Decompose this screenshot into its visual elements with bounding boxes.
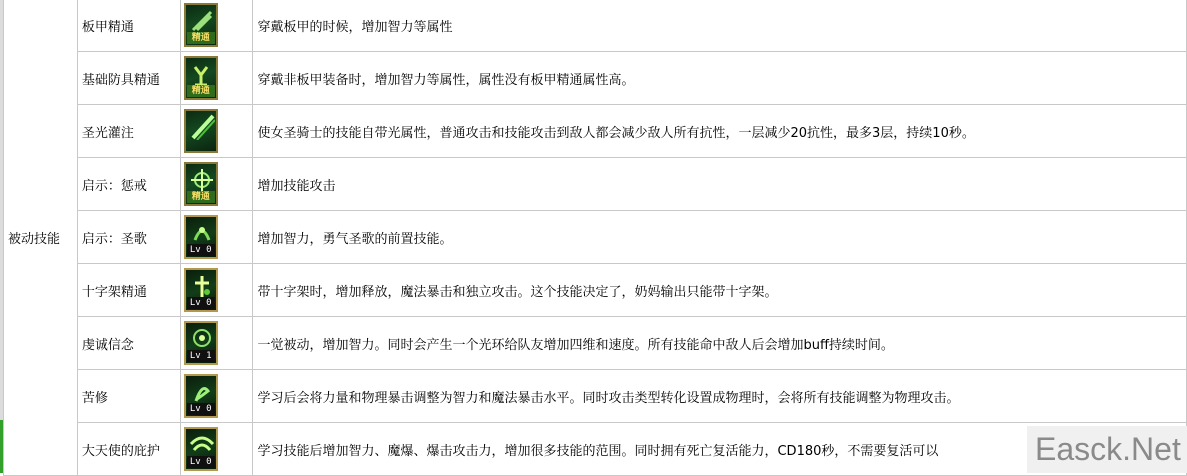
plate-mastery-icon — [184, 3, 218, 47]
skill-row — [4, 0, 1187, 52]
skill-icon-cell — [180, 158, 253, 211]
skill-icon-cell — [180, 105, 253, 158]
skill-description: 增加技能攻击 — [253, 158, 1187, 211]
passive-skills-table — [3, 0, 1187, 476]
revelation-hymn-icon — [184, 215, 218, 259]
armor-mastery-icon — [184, 56, 218, 100]
mastery-badge: 精通 — [187, 191, 215, 203]
skill-name: 大天使的庇护 — [77, 423, 180, 476]
skill-row — [4, 105, 1187, 158]
skill-row — [4, 211, 1187, 264]
skill-description: 一觉被动，增加智力。同时会产生一个光环给队友增加四维和速度。所有技能命中敌人后会增加buff持续时间。 — [253, 317, 1187, 370]
skill-name: 基础防具精通 — [77, 52, 180, 105]
skill-level-badge: Lv 0 — [187, 244, 215, 256]
skill-row — [4, 158, 1187, 211]
skill-row — [4, 264, 1187, 317]
skill-row — [4, 317, 1187, 370]
skill-icon-cell — [180, 317, 253, 370]
skill-description: 增加智力，勇气圣歌的前置技能。 — [253, 211, 1187, 264]
skill-level-badge: Lv 0 — [187, 403, 215, 415]
devout-faith-icon — [184, 321, 218, 365]
revelation-punish-icon — [184, 162, 218, 206]
archangel-protection-icon — [184, 427, 218, 471]
skill-level-badge: Lv 0 — [187, 456, 215, 468]
watermark: Easck.Net — [1027, 426, 1187, 473]
skill-description: 学习后会将力量和物理暴击调整为智力和魔法暴击水平。同时攻击类型转化设置成物理时，会将所有技能调整为物理攻击。 — [253, 370, 1187, 423]
skill-row — [4, 52, 1187, 105]
skill-name: 启示：惩戒 — [77, 158, 180, 211]
skill-name: 十字架精通 — [77, 264, 180, 317]
skill-name: 苦修 — [77, 370, 180, 423]
skill-icon-cell — [180, 370, 253, 423]
skill-level-badge: Lv 0 — [187, 297, 215, 309]
mastery-badge: 精通 — [187, 85, 215, 97]
skill-level-badge: Lv 1 — [187, 350, 215, 362]
skill-name: 圣光灌注 — [77, 105, 180, 158]
skill-name: 启示：圣歌 — [77, 211, 180, 264]
skill-description: 穿戴非板甲装备时，增加智力等属性，属性没有板甲精通属性高。 — [253, 52, 1187, 105]
skill-row — [4, 370, 1187, 423]
asceticism-icon — [184, 374, 218, 418]
skill-icon-cell — [180, 423, 253, 476]
skill-description: 学习技能后增加智力、魔爆、爆击攻击力，增加很多技能的范围。同时拥有死亡复活能力，CD180秒，不需要复活可以 — [253, 423, 1187, 476]
skill-icon-cell — [180, 211, 253, 264]
holy-light-icon — [184, 109, 218, 153]
cross-mastery-icon — [184, 268, 218, 312]
skill-name: 板甲精通 — [77, 0, 180, 52]
category-cell: 被动技能 — [4, 0, 78, 476]
skill-description: 穿戴板甲的时候，增加智力等属性 — [253, 0, 1187, 52]
skill-description: 带十字架时，增加释放，魔法暴击和独立攻击。这个技能决定了，奶妈输出只能带十字架。 — [253, 264, 1187, 317]
skill-icon-cell — [180, 0, 253, 52]
skill-name: 虔诚信念 — [77, 317, 180, 370]
mastery-badge: 精通 — [187, 32, 215, 44]
skill-description: 使女圣骑士的技能自带光属性，普通攻击和技能攻击到敌人都会减少敌人所有抗性，一层减少20抗性，最多3层，持续10秒。 — [253, 105, 1187, 158]
skill-icon-cell — [180, 264, 253, 317]
skill-row — [4, 423, 1187, 476]
skill-icon-cell — [180, 52, 253, 105]
